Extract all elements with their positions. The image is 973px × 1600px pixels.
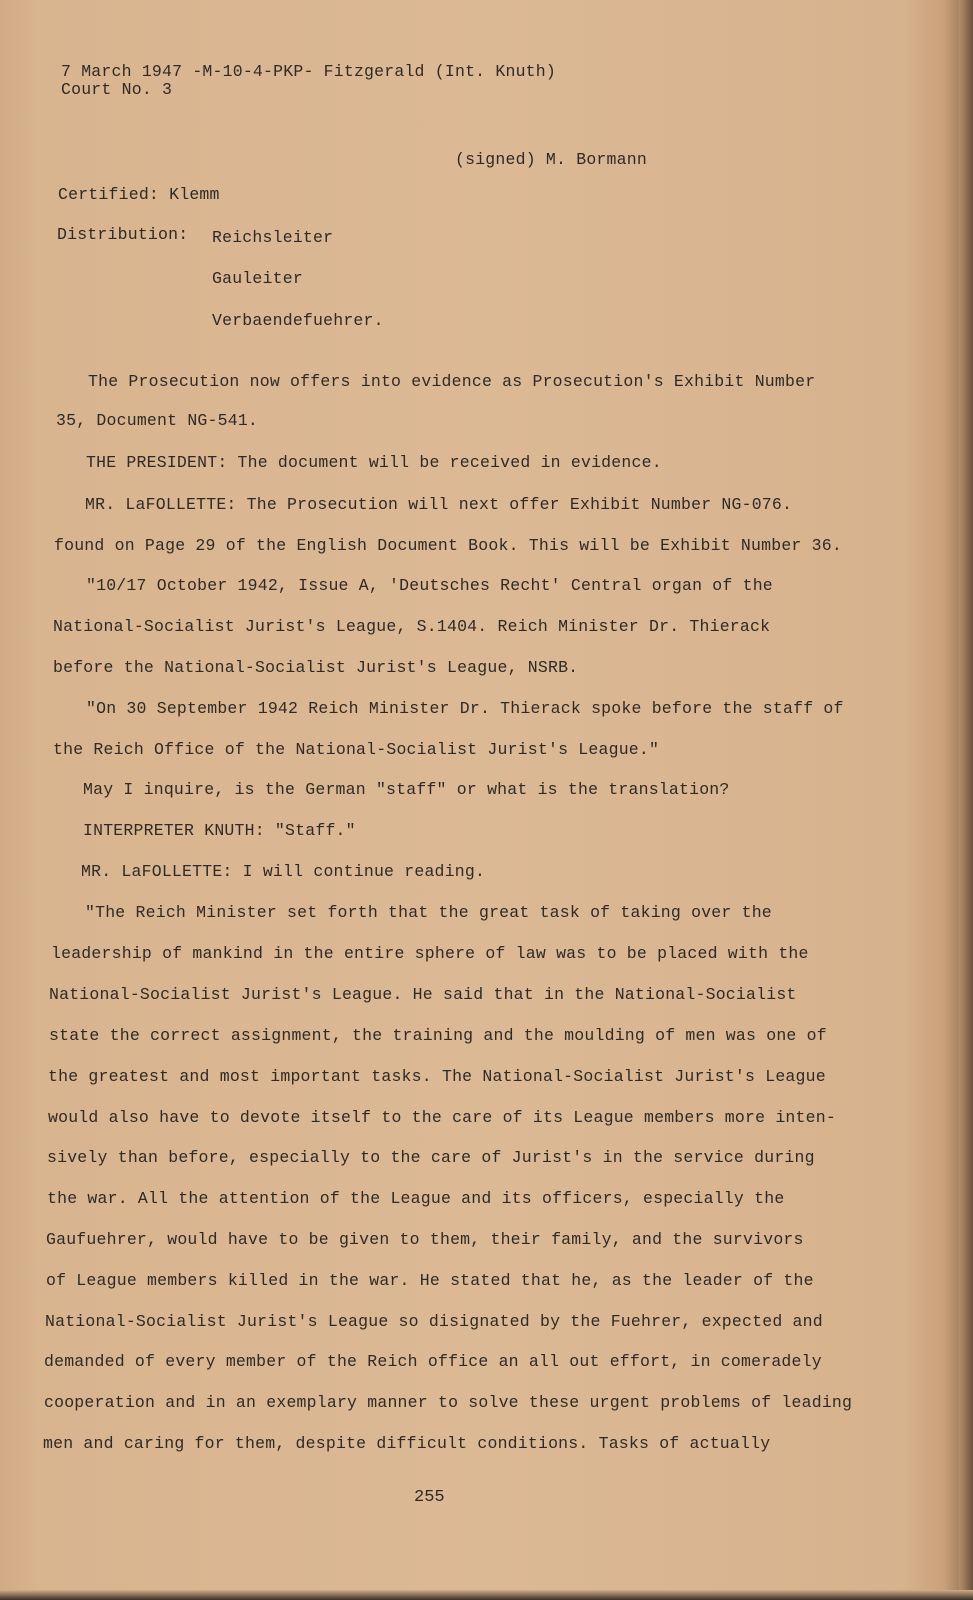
body-line: state the correct assignment, the training and the moulding of men was one of <box>49 1026 827 1045</box>
paper-edge-bottom <box>0 1590 973 1600</box>
body-line: MR. LaFOLLETTE: The Prosecution will next offer Exhibit Number NG-076. <box>85 495 793 514</box>
body-line: before the National-Socialist Jurist's League, NSRB. <box>53 658 579 677</box>
distribution-item: Verbaendefuehrer. <box>212 311 384 330</box>
body-line: May I inquire, is the German "staff" or what is the translation? <box>83 780 730 799</box>
body-line: "The Reich Minister set forth that the great task of taking over the <box>85 903 772 922</box>
body-line: the greatest and most important tasks. The National-Socialist Jurist's League <box>48 1067 826 1086</box>
body-line: National-Socialist Jurist's League. He said that in the National-Socialist <box>49 985 797 1004</box>
paper-edge-right <box>959 0 973 1600</box>
body-line: National-Socialist Jurist's League so disignated by the Fuehrer, expected and <box>45 1312 823 1331</box>
body-line: leadership of mankind in the entire sphere of law was to be placed with the <box>51 944 809 963</box>
body-line: MR. LaFOLLETTE: I will continue reading. <box>81 862 486 881</box>
body-line: of League members killed in the war. He stated that he, as the leader of the <box>46 1271 814 1290</box>
body-line: THE PRESIDENT: The document will be received in evidence. <box>86 453 662 472</box>
body-line: men and caring for them, despite difficult conditions. Tasks of actually <box>43 1434 771 1453</box>
body-line: INTERPRETER KNUTH: "Staff." <box>83 821 356 840</box>
body-line: would also have to devote itself to the care of its League members more inten- <box>48 1108 836 1127</box>
body-line: the Reich Office of the National-Socialist Jurist's League." <box>53 740 660 759</box>
body-line: "On 30 September 1942 Reich Minister Dr. Thierack spoke before the staff of <box>86 699 844 718</box>
body-line: sively than before, especially to the care of Jurist's in the service during <box>47 1148 815 1167</box>
body-line: The Prosecution now offers into evidence as Prosecution's Exhibit Number <box>88 372 816 391</box>
body-line: the war. All the attention of the League and its officers, especially the <box>47 1189 785 1208</box>
distribution-item: Gauleiter <box>212 269 303 288</box>
header-line-1: 7 March 1947 -M-10-4-PKP- Fitzgerald (Int. Knuth) <box>61 62 556 81</box>
header-line-2: Court No. 3 <box>61 80 173 99</box>
page-number: 255 <box>414 1488 445 1507</box>
body-line: 35, Document NG-541. <box>56 411 259 430</box>
body-line: found on Page 29 of the English Document Book. This will be Exhibit Number 36. <box>54 536 842 555</box>
distribution-label: Distribution: <box>57 225 189 244</box>
certified-line: Certified: Klemm <box>58 185 220 204</box>
body-line: cooperation and in an exemplary manner to solve these urgent problems of leading <box>44 1393 853 1412</box>
distribution-item: Reichsleiter <box>212 228 334 247</box>
body-line: "10/17 October 1942, Issue A, 'Deutsches Recht' Central organ of the <box>86 576 773 595</box>
body-line: National-Socialist Jurist's League, S.1404. Reich Minister Dr. Thierack <box>53 617 771 636</box>
signature-line: (signed) M. Bormann <box>455 150 647 169</box>
body-line: demanded of every member of the Reich office an all out effort, in comeradely <box>44 1352 822 1371</box>
body-line: Gaufuehrer, would have to be given to them, their family, and the survivors <box>46 1230 804 1249</box>
